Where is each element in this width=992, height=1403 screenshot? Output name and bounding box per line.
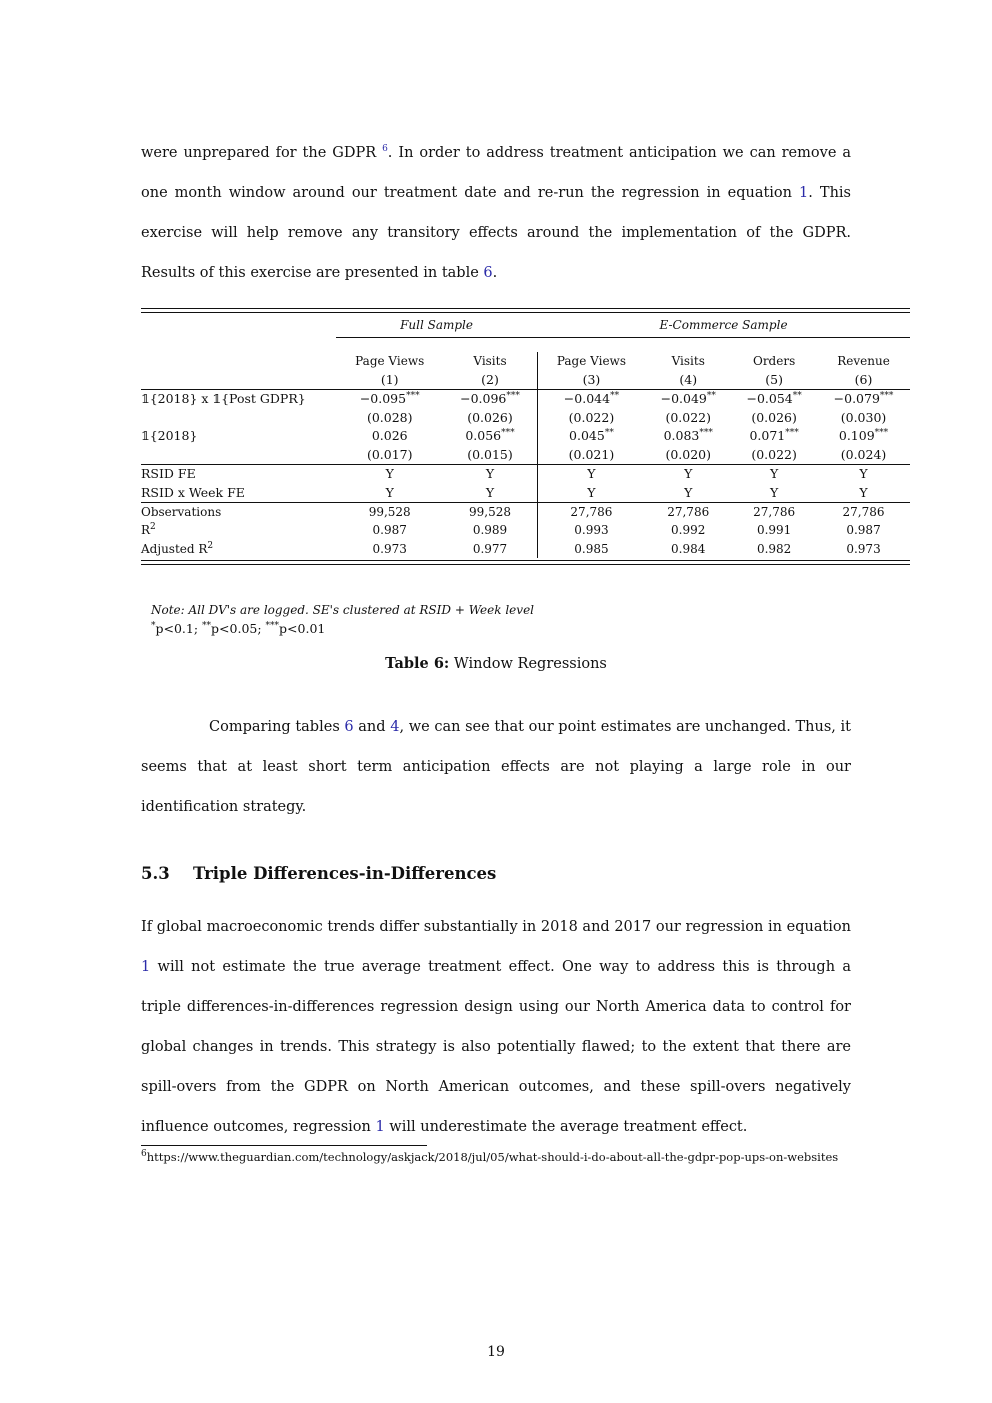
value-cell: 0.982 xyxy=(756,541,792,556)
value-cell: Y xyxy=(587,466,596,482)
paragraph-intro: were unprepared for the GDPR $^6$. In order to address treatment anticipation we can remove a one month window around our treatment date and re-run the regression in equation 1. This exercise will help remove any transitory effects around the implementation of the GDPR. Results of this exercise are presented in table 6. xyxy=(141,144,851,281)
coef-cell: 0.071*** xyxy=(749,428,799,444)
equation-ref[interactable]: 1 xyxy=(375,1119,385,1135)
table-ref[interactable]: 4 xyxy=(390,719,400,735)
coef-cell: 0.026 xyxy=(371,428,408,444)
value-cell: 0.984 xyxy=(671,541,706,556)
col-header: Visits xyxy=(671,353,705,368)
group-ecommerce-sample: E-Commerce Sample xyxy=(537,313,910,337)
se-cell: (0.015) xyxy=(443,445,537,464)
footnote: $^6$https://www.theguardian.com/technology/askjack/2018/jul/05/what-should-i-do-about-all-the-gdpr-pop-ups-on-websites xyxy=(141,1149,839,1164)
coef-cell: −0.096*** xyxy=(443,390,537,409)
section-heading: 5.3 Triple Differences-in-Differences xyxy=(141,864,497,883)
coef-cell: 0.109*** xyxy=(838,428,889,444)
value-cell: 0.973 xyxy=(372,541,407,556)
se-cell: (0.021) xyxy=(568,446,615,462)
value-cell: 0.987 xyxy=(372,523,407,538)
se-cell: (0.024) xyxy=(840,446,887,462)
value-cell: 0.985 xyxy=(574,541,609,556)
col-number: (3) xyxy=(582,371,601,387)
se-cell: (0.026) xyxy=(751,409,797,425)
value-cell: Y xyxy=(769,484,779,500)
col-number: (4) xyxy=(679,371,698,387)
value-cell: Y xyxy=(684,466,693,482)
value-cell: 0.977 xyxy=(443,540,537,559)
equation-ref[interactable]: 1 xyxy=(799,185,809,201)
row-label: RSID FE xyxy=(141,466,196,482)
row-label: RSID x Week FE xyxy=(141,484,245,500)
row-label: 𝟙{2018} xyxy=(141,428,198,444)
footnote-url[interactable]: https://www.theguardian.com/technology/askjack/2018/jul/05/what-should-i-do-about-all-the-gdpr-pop-ups-on-websites xyxy=(146,1150,839,1164)
col-number: (5) xyxy=(765,371,783,387)
row-label: 𝟙{2018} x 𝟙{Post GDPR} xyxy=(141,391,306,407)
value-cell: 27,786 xyxy=(753,504,796,519)
footnote-rule xyxy=(141,1145,427,1146)
paragraph-comparison: Comparing tables 6 and 4, we can see that our point estimates are unchanged. Thus, it seems that at least short term anticipation effects are not playing a large role in our identification strategy. xyxy=(141,719,851,815)
value-cell: Y xyxy=(769,466,779,482)
col-header: Orders xyxy=(752,353,796,368)
coef-cell: −0.049** xyxy=(660,391,716,407)
se-cell: (0.022) xyxy=(751,446,797,462)
value-cell: 0.991 xyxy=(756,523,792,538)
coef-cell: −0.044** xyxy=(563,391,620,407)
se-cell: (0.022) xyxy=(665,409,711,425)
group-full-sample: Full Sample xyxy=(336,313,537,337)
page-number: 19 xyxy=(487,1344,505,1360)
table-caption: Table 6: Window Regressions xyxy=(385,655,607,672)
significance-legend: *p<0.1; **p<0.05; ***p<0.01 xyxy=(151,620,326,636)
col-number: (2) xyxy=(443,370,537,389)
value-cell: 0.987 xyxy=(846,523,881,538)
row-label: Observations xyxy=(141,504,222,519)
col-number: (6) xyxy=(854,371,873,387)
coef-cell: −0.095*** xyxy=(359,391,420,407)
equation-ref[interactable]: 1 xyxy=(141,959,151,975)
regression-table xyxy=(141,308,910,565)
value-cell: Y xyxy=(859,484,868,500)
se-cell: (0.030) xyxy=(840,409,887,425)
value-cell: 99,528 xyxy=(443,503,537,522)
col-header: Page Views xyxy=(556,353,626,368)
value-cell: 27,786 xyxy=(667,504,710,519)
se-cell: (0.022) xyxy=(568,409,615,425)
col-header: Page Views xyxy=(355,353,425,368)
table-ref[interactable]: 6 xyxy=(483,265,493,281)
value-cell: 0.989 xyxy=(443,521,537,540)
col-number: (1) xyxy=(380,371,399,387)
value-cell: 0.973 xyxy=(846,541,881,556)
footnote-ref[interactable]: 6 xyxy=(382,144,388,155)
coef-cell: −0.079*** xyxy=(833,391,894,407)
value-cell: 0.993 xyxy=(574,523,609,538)
value-cell: Y xyxy=(859,466,868,482)
value-cell: 27,786 xyxy=(842,504,885,519)
col-header: Visits xyxy=(443,352,537,371)
col-header: Revenue xyxy=(837,353,890,368)
coef-cell: −0.054** xyxy=(746,391,802,407)
value-cell: 0.992 xyxy=(671,523,706,538)
value-cell: Y xyxy=(443,483,537,502)
row-label: $R^2$ xyxy=(141,522,156,538)
coef-cell: 0.056*** xyxy=(443,427,537,446)
table-note: Note: All DV's are logged. SE's clustered at RSID + Week level xyxy=(151,603,535,617)
value-cell: Y xyxy=(587,484,596,500)
value-cell: Y xyxy=(385,466,394,482)
se-cell: (0.028) xyxy=(366,409,413,425)
se-cell: (0.020) xyxy=(665,446,711,462)
se-cell: (0.026) xyxy=(443,408,537,427)
table-ref[interactable]: 6 xyxy=(344,719,354,735)
coef-cell: 0.083*** xyxy=(663,428,713,444)
row-label: Adjusted $R^2$ xyxy=(141,540,214,556)
value-cell: 27,786 xyxy=(570,504,613,519)
table-bottom-rule xyxy=(141,560,910,565)
se-cell: (0.017) xyxy=(366,446,413,462)
value-cell: 99,528 xyxy=(368,504,411,519)
coef-cell: 0.045** xyxy=(569,428,614,444)
value-cell: Y xyxy=(385,484,394,500)
value-cell: Y xyxy=(443,465,537,484)
value-cell: Y xyxy=(684,484,693,500)
paragraph-triple-diff: If global macroeconomic trends differ substantially in 2018 and 2017 our regression in equation 1 will not estimate the true average treatment effect. One way to address this is through a triple differences-in-differences regression design using our North America data to control for global changes in trends. This strategy is also potentially flawed; to the extent that there are spill-overs from the GDPR on North American outcomes, and these spill-overs negatively influence outcomes, regression 1 will underestimate the average treatment effect. xyxy=(141,919,851,1135)
